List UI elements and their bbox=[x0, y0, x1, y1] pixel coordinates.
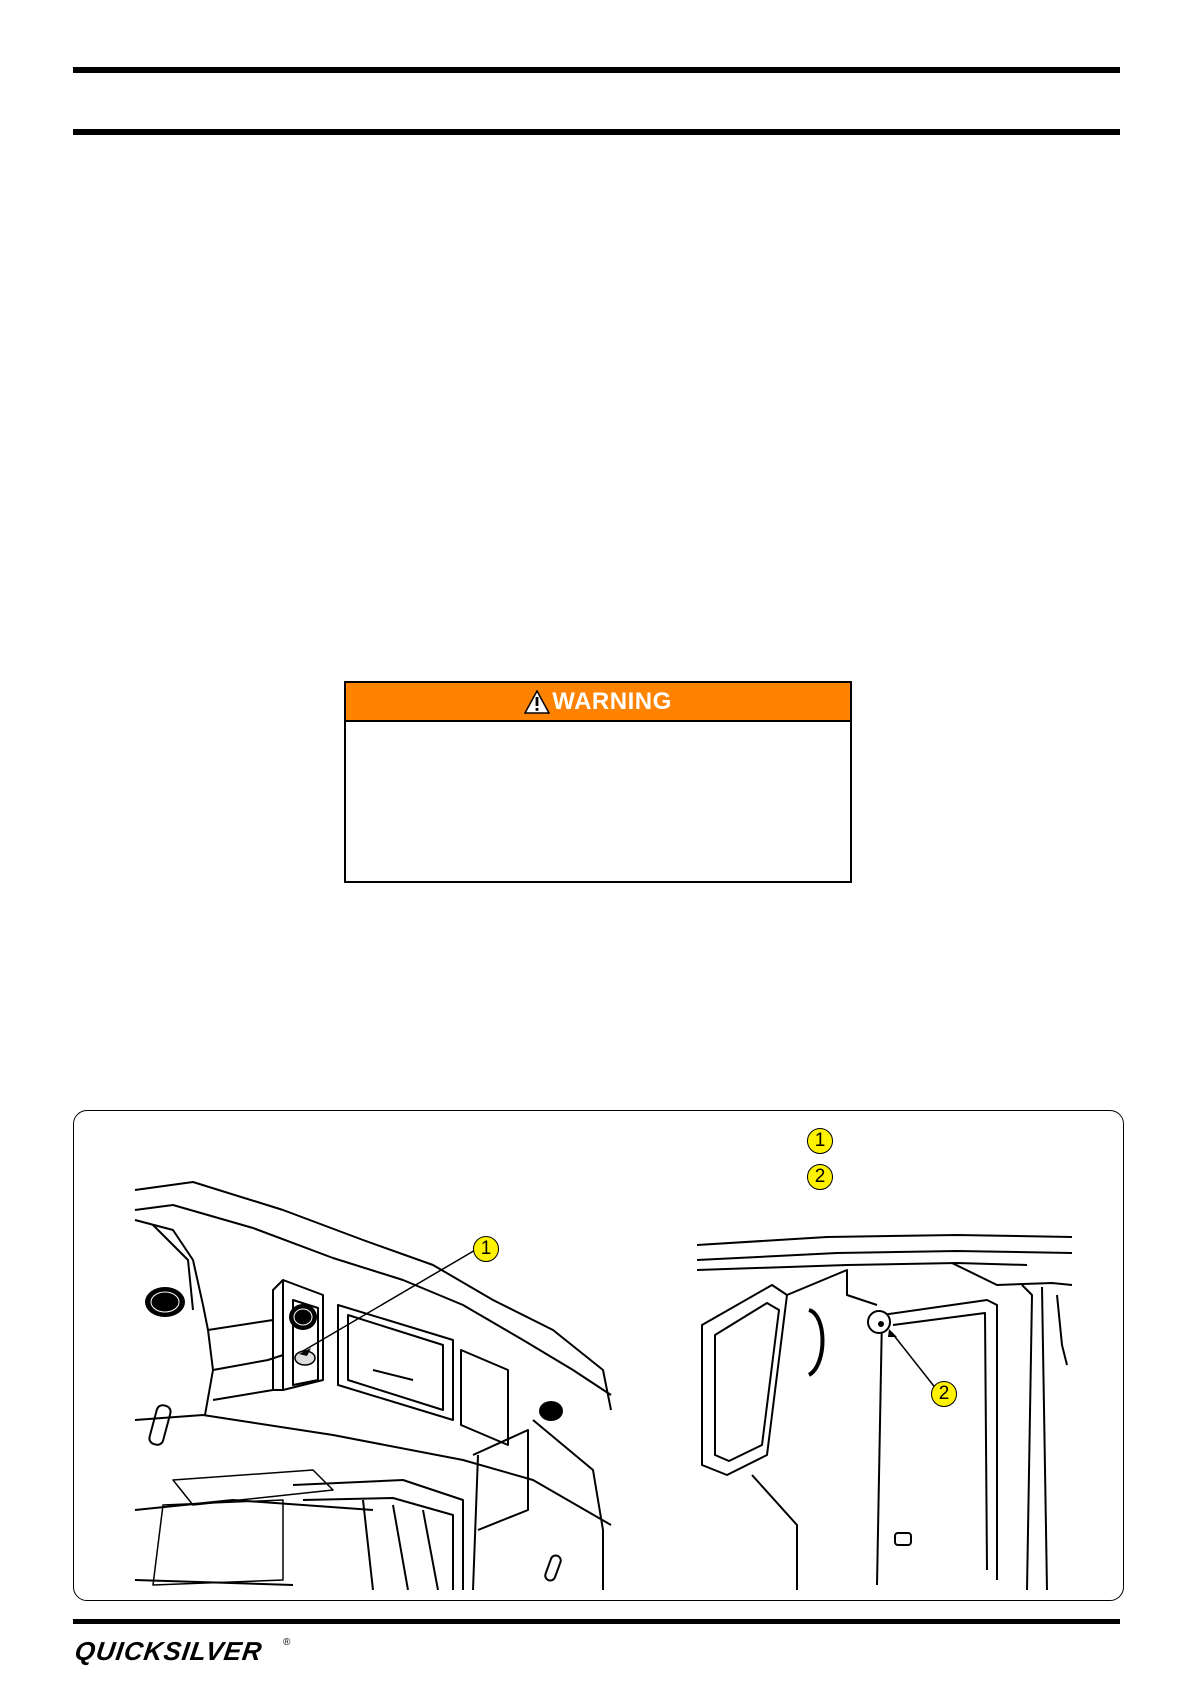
quicksilver-logo: QUICKSILVER bbox=[72, 1636, 265, 1666]
header-rule-bottom bbox=[73, 129, 1120, 135]
warning-header bbox=[346, 683, 850, 722]
warning-triangle-icon bbox=[524, 690, 550, 714]
legend-callout-1: 1 bbox=[807, 1128, 833, 1154]
footer-rule bbox=[73, 1619, 1120, 1624]
legend-callout-2: 2 bbox=[807, 1164, 833, 1190]
header-rule-top bbox=[73, 67, 1120, 73]
item-callout-1: 1 bbox=[473, 1236, 499, 1262]
cabin-switch-illustration bbox=[697, 1225, 1077, 1590]
cockpit-interior-illustration bbox=[133, 1180, 613, 1590]
warning-box bbox=[344, 681, 852, 883]
item-callout-2: 2 bbox=[931, 1381, 957, 1407]
warning-label: WARNING bbox=[552, 687, 672, 715]
registered-mark: ® bbox=[283, 1637, 291, 1648]
